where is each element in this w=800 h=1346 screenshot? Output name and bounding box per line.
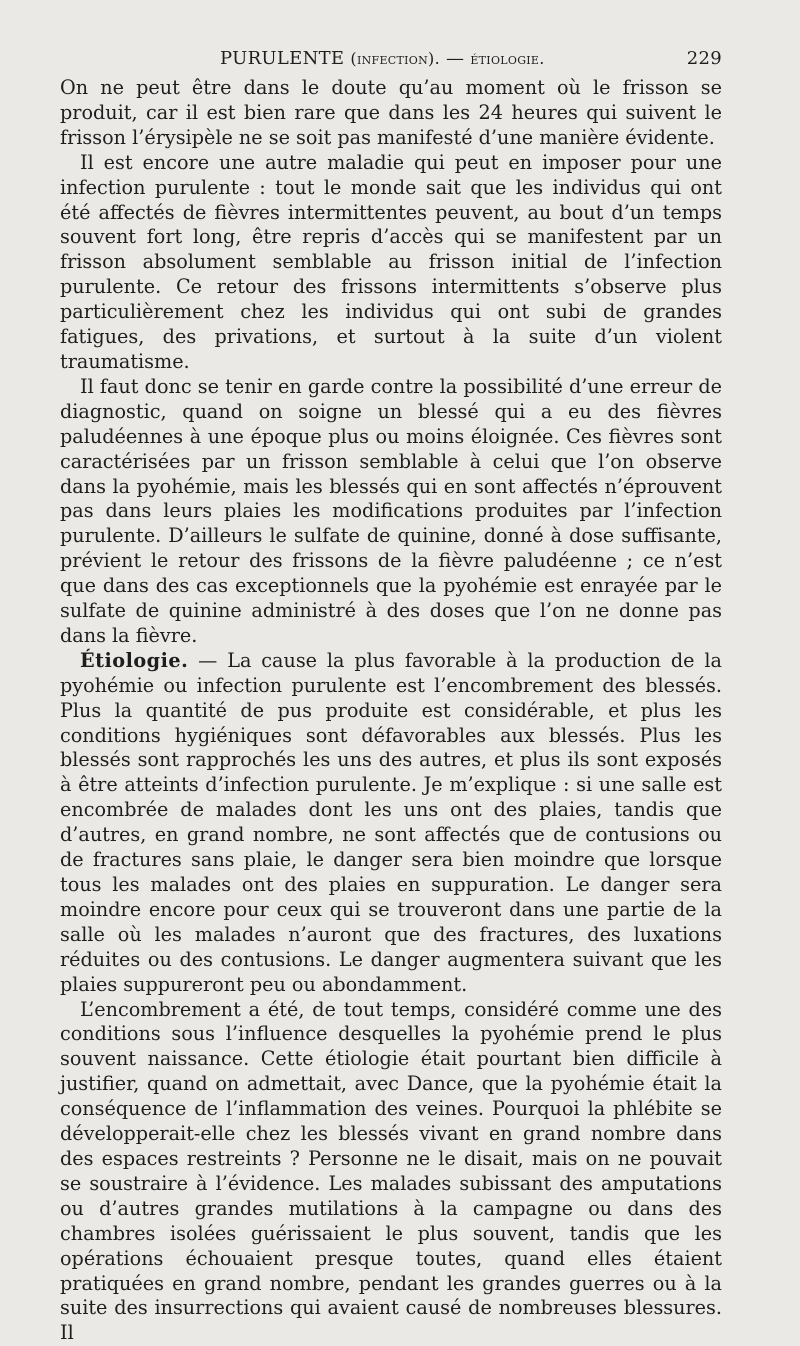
running-title <box>220 48 545 69</box>
running-title-dash: — <box>446 48 465 69</box>
body-text <box>60 76 722 1346</box>
section-heading-etiology: Étiologie. <box>80 648 189 672</box>
running-head <box>60 46 722 76</box>
etiology-text: — La cause la plus favorable à la production de la pyohémie ou infection purulente est l’encombrement des blessés. Plus la quantité de pus produite est considérable, et plus les conditions hygiéniques sont défavorables aux blessés. Plus les blessés sont rapprochés les uns des autres, et plus ils sont exposés à être atteints d’infection purulente. Je m’explique : si une salle est encombrée de malades dont les uns ont des plaies, tandis que d’autres, en grand nombre, ne sont affectés que de contusions ou de fractures sans plaie, le danger sera bien moindre que lorsque tous les malades ont des plaies en suppuration. Le danger sera moindre encore pour ceux qui se trouveront dans une partie de la salle où les malades n’auront que des fractures, des luxations réduites ou des contusions. Le danger augmentera suivant que les plaies suppureront peu ou abondamment. <box>60 648 722 996</box>
running-title-main: PURULENTE <box>220 48 345 69</box>
paragraph-2: Il est encore une autre maladie qui peut en imposer pour une infection purulente : tout le monde sait que les individus qui ont été affectés de fièvres intermittentes peuvent, au bout d’un temps souvent fort long, être repris d’accès qui se manifestent par un frisson absolument semblable au frisson initial de l’infection purulente. Ce retour des frissons intermittents s’observe plus particulièrement chez les individus qui ont subi de grandes fatigues, des privations, et surtout à la suite d’un violent traumatisme. <box>60 150 722 373</box>
running-title-section: étiologie. <box>470 49 545 68</box>
paragraph-etiology <box>60 649 722 998</box>
paragraph-1: On ne peut être dans le doute qu’au moment où le frisson se produit, car il est bien rare que dans les 24 heures qui suivent le frisson l’érysipèle ne se soit pas manifesté d’une manière évidente. <box>60 76 722 149</box>
paragraph-final: L’encombrement a été, de tout temps, considéré comme une des conditions sous l’influence desquelles la pyohémie prend le plus souvent naissance. Cette étiologie était pourtant bien difficile à justifier, quand on admettait, avec Dance, que la pyohémie était la conséquence de l’inflammation des veines. Pourquoi la phlébite se développerait-elle chez les blessés vivant en grand nombre dans des espaces restreints ? Personne ne le disait, mais on ne pouvait se soustraire à l’évidence. Les malades subissant des amputations ou d’autres grandes mutilations à la campagne ou dans des chambres isolées guérissaient le plus souvent, tandis que les opérations échouaient presque toutes, quand elles étaient pratiquées en grand nombre, pendant les grandes guerres ou à la suite des insurrections qui avaient causé de nombreuses blessures. Il <box>60 997 722 1345</box>
page-number: 229 <box>686 48 722 69</box>
paragraph-3: Il faut donc se tenir en garde contre la possibilité d’une erreur de diagnostic, quand on soigne un blessé qui a eu des fièvres paludéennes à une époque plus ou moins éloignée. Ces fièvres sont caractérisées par un frisson semblable à celui que l’on observe dans la pyohémie, mais les blessés qui en sont affectés n’éprouvent pas dans leurs plaies les modifications produites par l’infection purulente. D’ailleurs le sulfate de quinine, donné à dose suffisante, prévient le retour des frissons de la fièvre paludéenne ; ce n’est que dans des cas exceptionnels que la pyohémie est enrayée par le sulfate de quinine administré à des doses que l’on ne donne pas dans la fièvre. <box>60 374 722 647</box>
running-title-paren: (infection). <box>350 49 440 68</box>
